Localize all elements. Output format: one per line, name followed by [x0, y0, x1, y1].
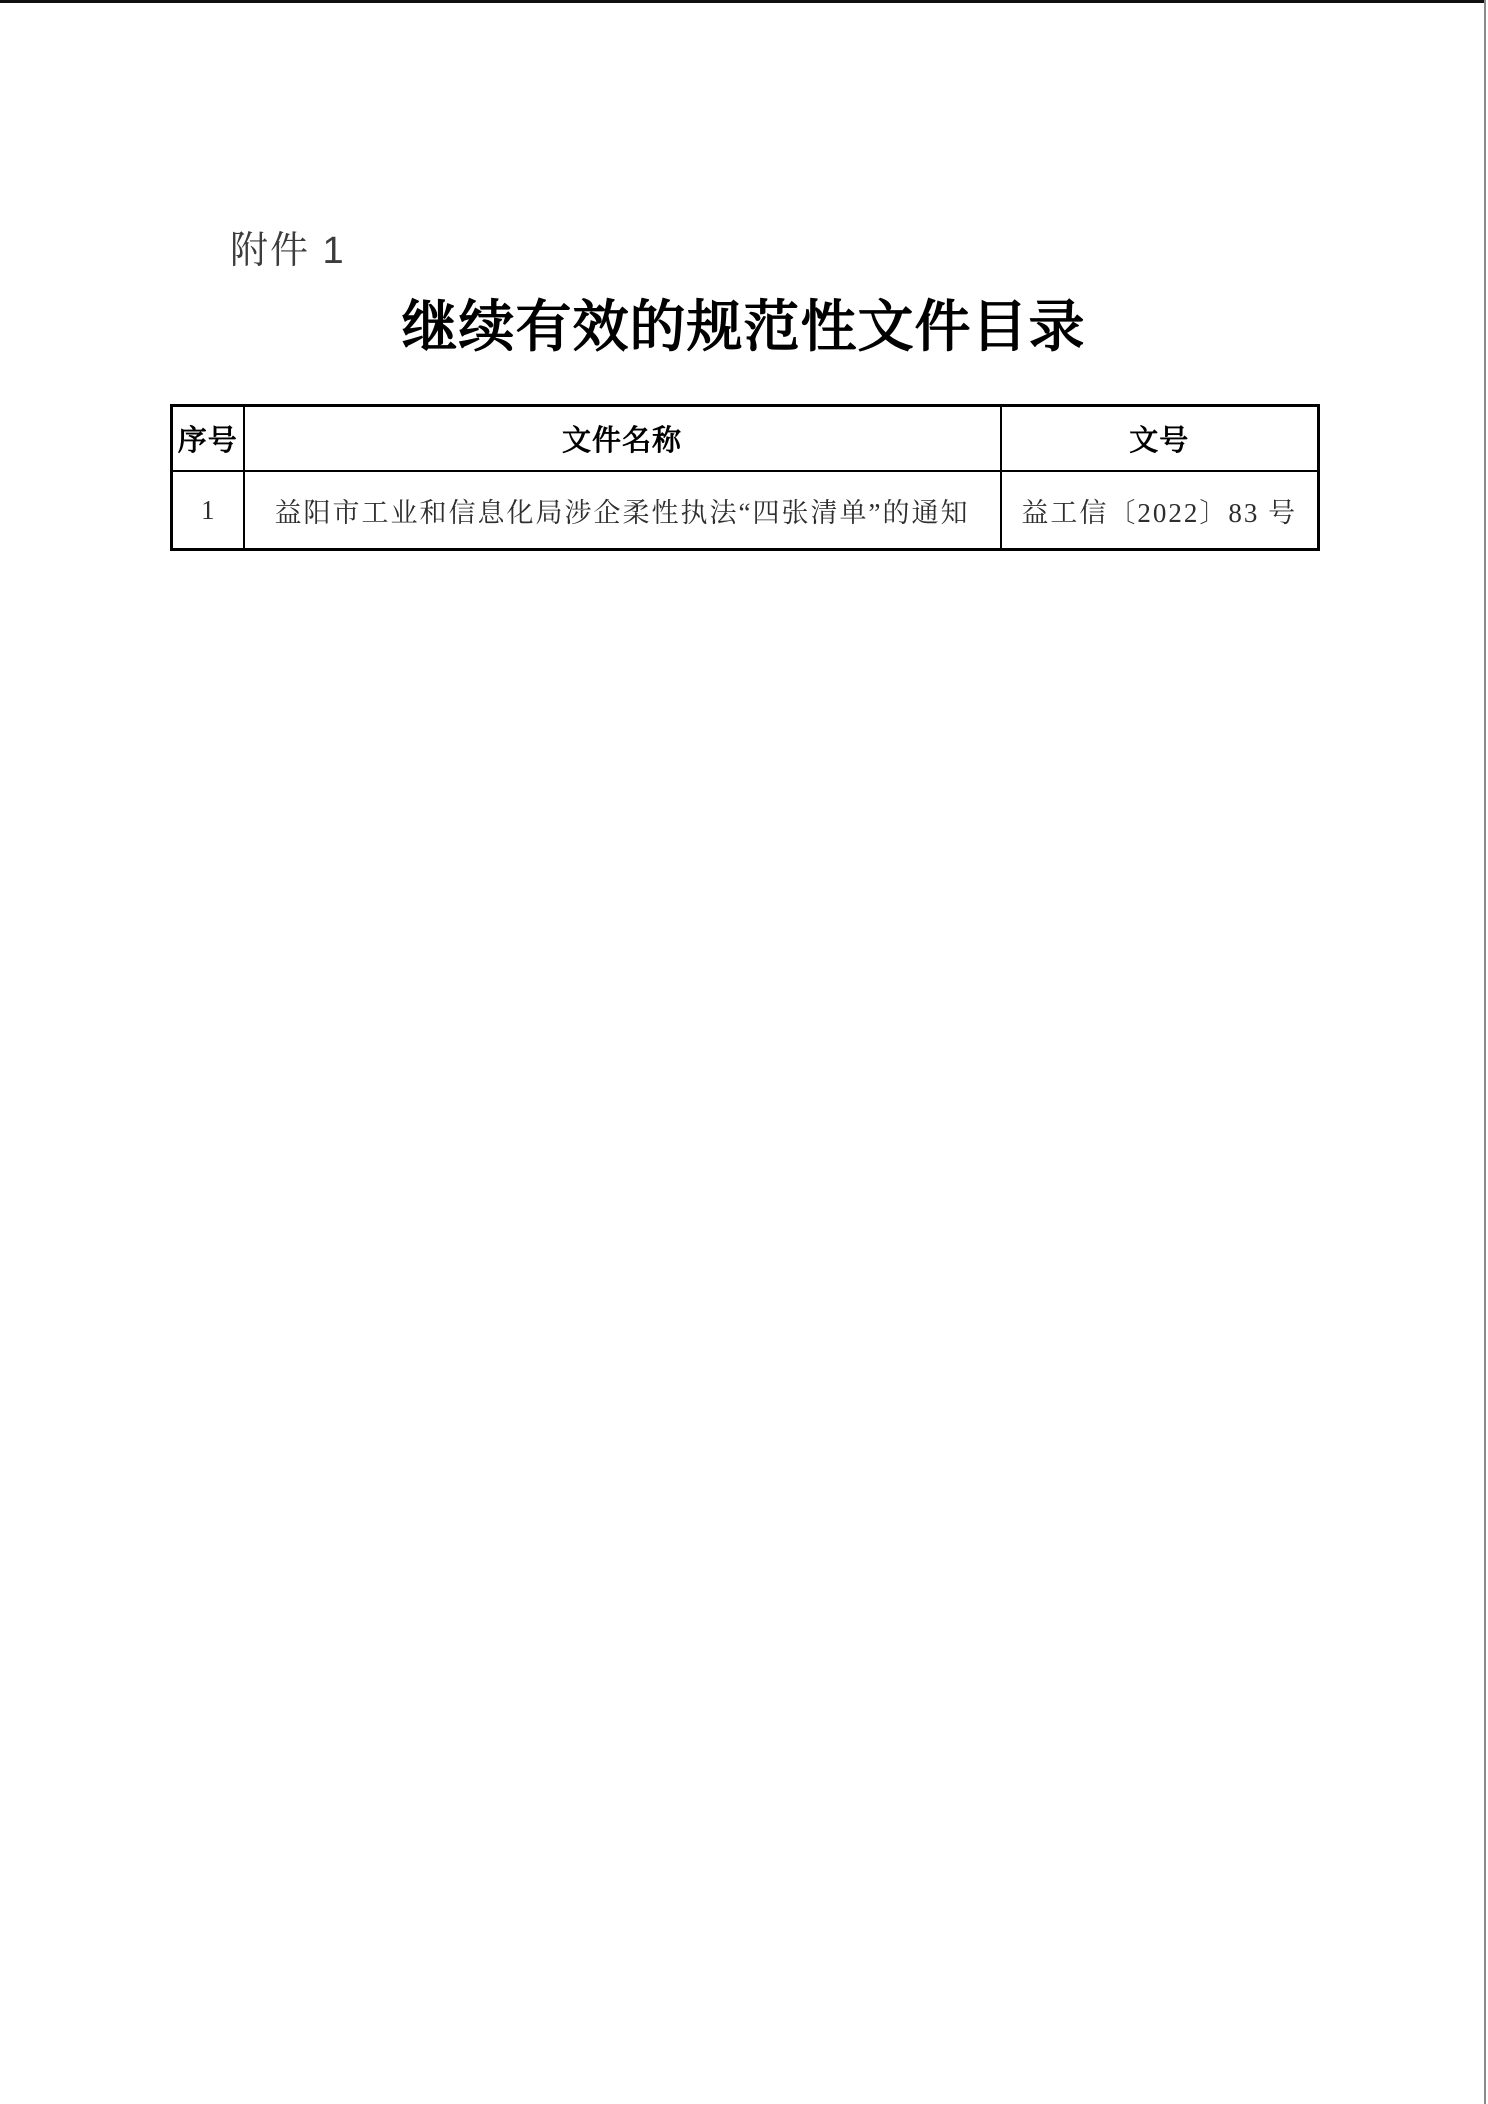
column-header-index: 序号	[172, 406, 244, 472]
documents-table	[170, 404, 1320, 551]
table-header-row	[172, 406, 1319, 472]
column-header-document-number: 文号	[1001, 406, 1319, 472]
page-title: 继续有效的规范性文件目录	[401, 297, 1086, 359]
scan-artifact-top-edge	[0, 0, 1485, 3]
cell-document-name: 益阳市工业和信息化局涉企柔性执法“四张清单”的通知	[244, 471, 1001, 550]
cell-row-index: 1	[172, 471, 244, 550]
column-header-document-name: 文件名称	[244, 406, 1001, 472]
attachment-label: 附件 1	[230, 230, 346, 272]
cell-document-number: 益工信〔2022〕83 号	[1001, 471, 1319, 550]
scan-artifact-right-edge	[1484, 0, 1486, 2104]
table-row	[172, 471, 1319, 550]
